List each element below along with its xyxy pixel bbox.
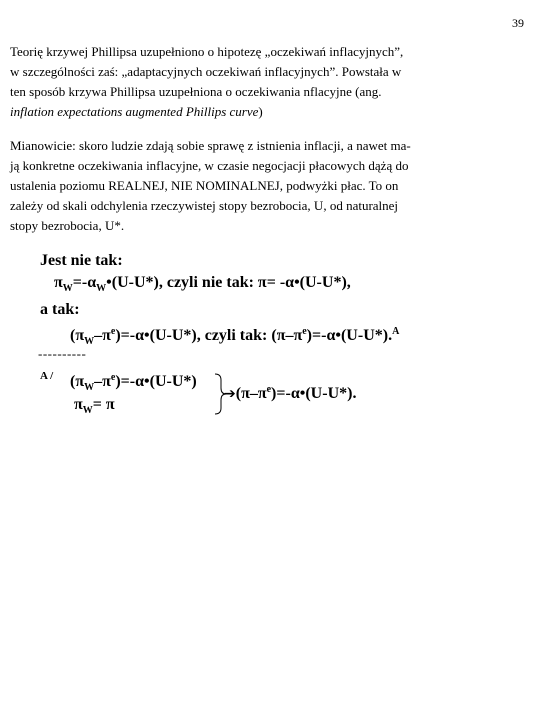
footnote-label: A /	[40, 370, 54, 382]
paragraph-line: zależy od skali odchylenia rzeczywistej stopy bezrobocia, U, od naturalnej	[10, 198, 399, 213]
arrow-right-icon: ➔	[224, 386, 236, 402]
paragraph-line: ustalenia poziomu REALNEJ, NIE NOMINALNEJ, podwyżki płac. To on	[10, 178, 399, 193]
closing-paren: )	[258, 104, 263, 119]
separator-dashes: ----------	[38, 346, 87, 361]
paragraph-line: ją konkretne oczekiwania inflacyjne, w czasie negocjacji płacowych dążą do	[10, 158, 409, 173]
formula-note-2: $\pi_W= \pi$	[74, 396, 115, 416]
paragraph-line	[10, 102, 529, 122]
footnote-marker: A	[392, 326, 400, 337]
paragraph-intro	[10, 42, 529, 122]
paragraph-line: ten sposób krzywa Phillipsa uzupełniona o oczekiwania nflacyjne (ang.	[10, 84, 382, 99]
paragraph-line: w szczególności zaś: „adaptacyjnych oczekiwań inflacyjnych”. Powstała w	[10, 64, 402, 79]
heading-wrong: Jest nie tak:	[40, 252, 123, 269]
paragraph-line: Teorię krzywej Phillipsa uzupełniono o hipotezę „oczekiwań inflacyjnych”,	[10, 44, 404, 59]
english-term: inflation expectations augmented Phillips curve	[10, 104, 259, 119]
paragraph-explanation	[10, 136, 529, 236]
formula-correct: $(\pi_W-\pi^e)=-\alpha•(U-U*)$, czyli tak: $(\pi-\pi^e)=-\alpha•(U-U*).^A$	[70, 326, 400, 347]
page-number: 39	[512, 16, 524, 30]
formula-note-1: $(\pi_W-\pi^e)=-\alpha•(U-U*)$	[70, 372, 197, 393]
heading-correct: a tak:	[40, 301, 80, 318]
formula-wrong: $\pi_W=-\alpha_W•(U-U*)$, czyli nie tak: π= -α•(U-U*),	[54, 274, 351, 294]
paragraph-line: stopy bezrobocia, U*.	[10, 218, 125, 233]
formula-conclusion: $➔(\pi-\pi^e)=-\alpha•(U-U*)$.	[224, 384, 357, 402]
paragraph-line: Mianowicie: skoro ludzie zdają sobie sprawę z istnienia inflacji, a nawet ma-	[10, 138, 411, 153]
